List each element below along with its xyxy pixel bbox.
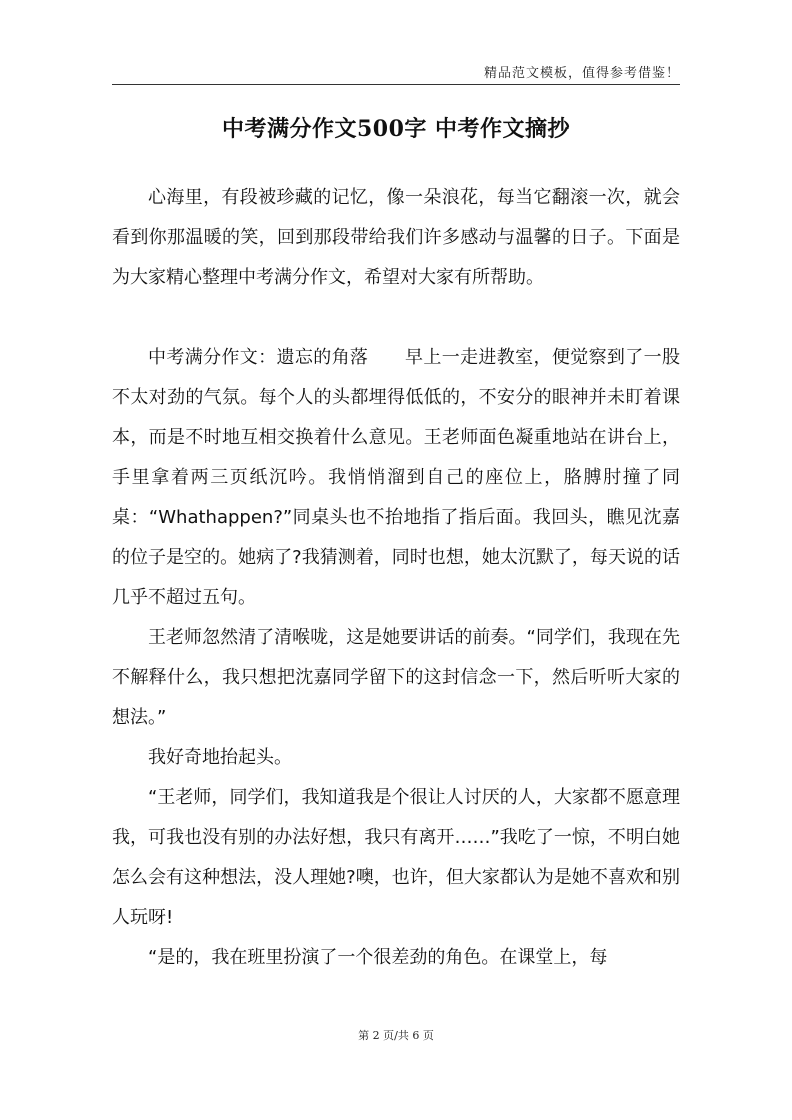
document-title: 中考满分作文500字 中考作文摘抄 [221, 116, 571, 142]
header-note: 精品范文模板，值得参考借鉴！ [483, 66, 680, 81]
document-body [112, 178, 680, 978]
essay-paragraph-2: 王老师忽然清了清喉咙，这是她要讲话的前奏。“同学们，我现在先不解释什么，我只想把沈嘉同学留下的这封信念一下，然后听听大家的想法。” [112, 627, 680, 728]
header-divider [112, 84, 680, 85]
essay-paragraph-4: “王老师，同学们，我知道我是个很让人讨厌的人，大家都不愿意理我，可我也没有别的办法好想，我只有离开……”我吃了一惊，不明白她怎么会有这种想法，没人理她?噢，也许，但大家都认为是她不喜欢和别人玩呀! [112, 787, 680, 928]
essay-paragraph-3: 我好奇地抬起头。 [148, 747, 292, 768]
essay-paragraph-5: “是的，我在班里扮演了一个很差劲的角色。在课堂上，每 [148, 947, 608, 968]
page-number: 第 2 页/共 6 页 [358, 1029, 434, 1042]
intro-paragraph: 心海里，有段被珍藏的记忆，像一朵浪花，每当它翻滚一次，就会看到你那温暖的笑，回到那段带给我们许多感动与温馨的日子。下面是为大家精心整理中考满分作文，希望对大家有所帮助。 [112, 187, 680, 288]
essay-paragraph-1: 中考满分作文：遗忘的角落 早上一走进教室，便觉察到了一股不太对劲的气氛。每个人的头都埋得低低的，不安分的眼神并未盯着课本，而是不时地互相交换着什么意见。王老师面色凝重地站在讲台上，手里拿着两三页纸沉吟。我悄悄溜到自己的座位上，胳膊肘撞了同桌：“Whathappen?”同桌头也不抬地指了指后面。我回头，瞧见沈嘉的位子是空的。她病了?我猜测着，同时也想，她太沉默了，每天说的话几乎不超过五句。 [112, 347, 680, 608]
